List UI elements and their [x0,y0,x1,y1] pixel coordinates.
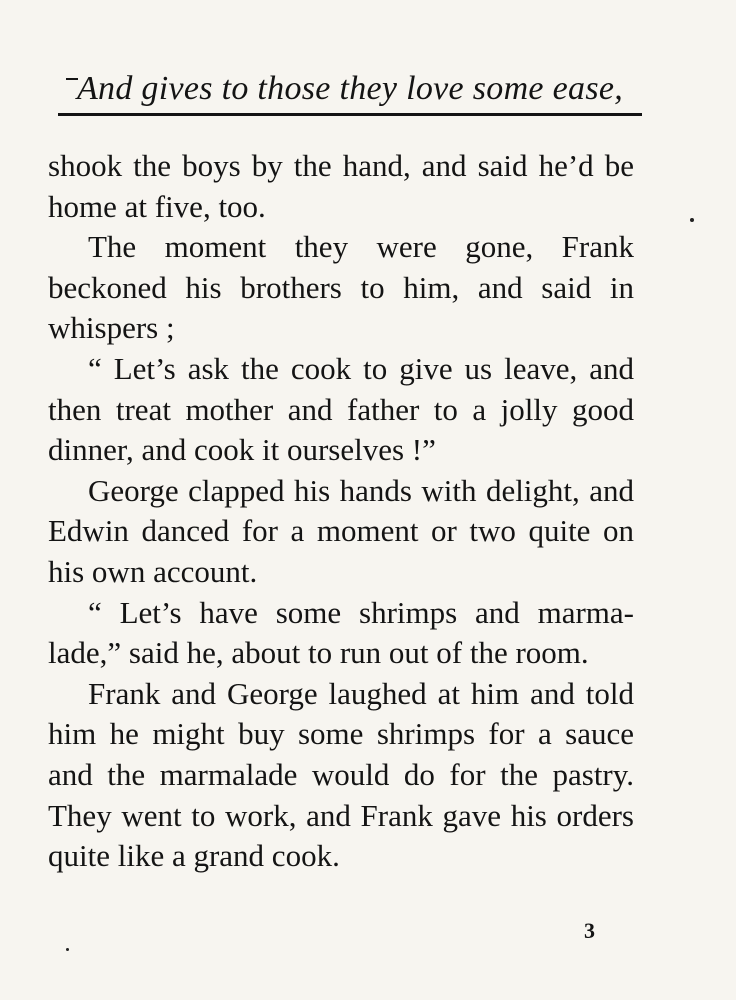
ink-speck [690,218,694,222]
paragraph-1: shook the boys by the hand, and said he’d be home at five, too. [48,148,634,224]
paragraph-5: “ Let’s have some shrimps and marma-lade,” said he, about to run out of the room. [48,594,634,671]
paragraph-6: Frank and George laughed at him and told him he might buy some shrimps for a sauce and the marmalade would do for the pastry. They went to work, and Frank gave his orders quite like a grand cook. [48,675,634,874]
running-header [58,56,642,118]
paragraph-3: “ Let’s ask the cook to give us leave, and then treat mother and father to a jolly good dinner, and cook it ourselves !” [48,350,634,468]
body-text [48,146,634,877]
header-rule [58,113,642,116]
paragraph-2: The moment they were gone, Frank beckoned his brothers to him, and said in whispers ; [48,229,634,346]
ink-speck [66,948,69,951]
paragraph-4: George clapped his hands with delight, and Edwin danced for a moment or two quite on his own account. [48,472,634,589]
running-title: And gives to those they love some ease, [76,70,624,107]
page-number: 3 [584,918,595,943]
